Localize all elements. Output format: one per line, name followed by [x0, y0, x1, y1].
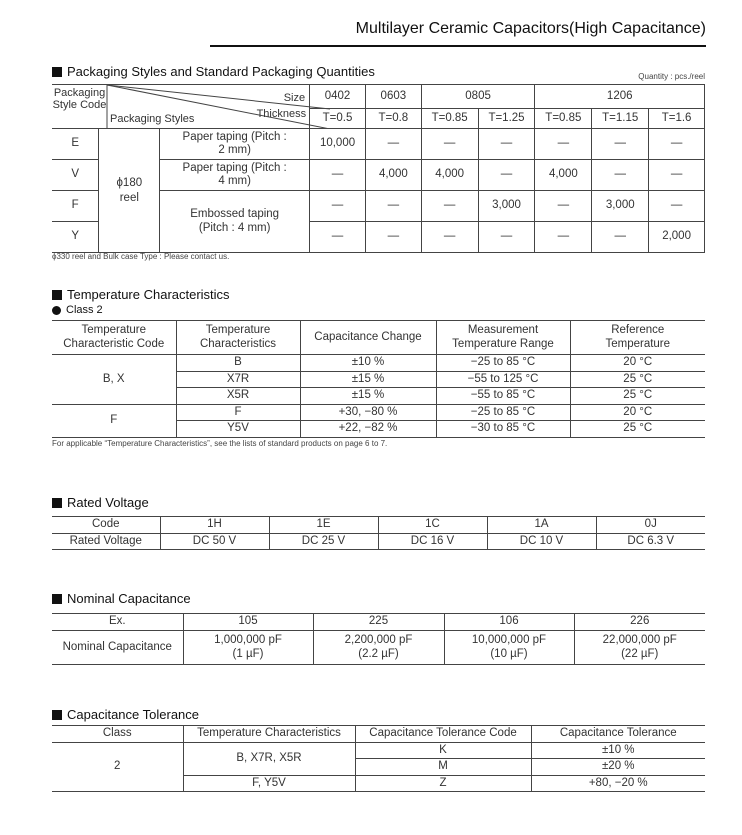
column-header [570, 321, 705, 355]
size-label: Size [283, 92, 306, 104]
reel-text: ϕ180 reel [116, 177, 143, 204]
table-cell: X7R [176, 371, 300, 388]
cap-pf: 10,000,000 pF [471, 634, 547, 647]
table-cell: M [355, 759, 531, 776]
table-cell: +30, −80 % [300, 404, 436, 421]
column-header [52, 321, 176, 355]
table-row [52, 355, 705, 372]
table-cell [574, 631, 705, 665]
packaging-style-text: Embossed taping (Pitch : 4 mm) [190, 208, 280, 234]
table-cell: −55 to 85 °C [436, 388, 570, 405]
table-cell: Y5V [176, 421, 300, 438]
qty-cell: — [421, 191, 478, 222]
qty-cell: — [421, 129, 478, 160]
nominal-section-title [52, 591, 191, 606]
qty-cell: — [365, 129, 421, 160]
table-cell: 1A [487, 517, 596, 534]
table-cell: Ex. [52, 614, 183, 631]
qty-cell: — [649, 129, 705, 160]
style-code-label: Packaging Style Code [52, 87, 107, 112]
table-row [52, 517, 705, 534]
table-cell: 1E [269, 517, 378, 534]
thickness-header: T=0.85 [421, 109, 478, 129]
cap-pf: 2,200,000 pF [344, 634, 413, 647]
qty-cell: 4,000 [421, 160, 478, 191]
square-bullet-icon [52, 498, 62, 508]
tc-code-cell: F [52, 404, 176, 437]
thickness-header: T=1.15 [592, 109, 649, 129]
qty-cell: — [310, 191, 366, 222]
cap-uf: (10 µF) [490, 647, 528, 660]
thickness-header: T=1.25 [478, 109, 535, 129]
table-cell: −25 to 85 °C [436, 355, 570, 372]
temperature-note: For applicable “Temperature Characteristics”, see the lists of standard products on page 6 to 7. [52, 439, 388, 448]
table-cell: X5R [176, 388, 300, 405]
round-bullet-icon [52, 306, 61, 315]
column-header: Class [52, 726, 183, 743]
thickness-header: T=0.5 [310, 109, 366, 129]
header-rule [210, 45, 706, 47]
table-cell: 226 [574, 614, 705, 631]
table-cell [313, 631, 444, 665]
qty-cell: 3,000 [478, 191, 535, 222]
packaging-style-cell [160, 160, 310, 191]
column-header [176, 321, 300, 355]
column-header-text: Reference Temperature [605, 324, 671, 350]
table-cell: +80, −20 % [531, 775, 705, 792]
table-row [52, 533, 705, 550]
cap-uf: (22 µF) [621, 647, 659, 660]
column-header: Temperature Characteristics [183, 726, 355, 743]
table-cell: 25 °C [570, 371, 705, 388]
qty-cell: — [310, 160, 366, 191]
nominal-capacitance-table [52, 613, 705, 665]
size-header: 1206 [535, 85, 705, 109]
qty-cell: — [649, 160, 705, 191]
table-cell: Code [52, 517, 160, 534]
table-cell: 1C [378, 517, 487, 534]
table-cell: 0J [596, 517, 705, 534]
qty-cell: — [592, 222, 649, 253]
table-row [52, 614, 705, 631]
rated-voltage-section-title [52, 495, 149, 510]
qty-cell: 10,000 [310, 129, 366, 160]
thickness-header: T=1.6 [649, 109, 705, 129]
table-cell: ±20 % [531, 759, 705, 776]
table-row [52, 742, 705, 759]
packaging-style-cell [160, 191, 310, 253]
temperature-title-text: Temperature Characteristics [67, 287, 230, 302]
size-header: 0603 [365, 85, 421, 109]
qty-cell: — [535, 129, 592, 160]
table-cell: −30 to 85 °C [436, 421, 570, 438]
table-cell: −55 to 125 °C [436, 371, 570, 388]
tolerance-section-title [52, 707, 199, 722]
rated-voltage-title-text: Rated Voltage [67, 495, 149, 510]
table-cell: B [176, 355, 300, 372]
thickness-header: T=0.85 [535, 109, 592, 129]
table-cell: DC 25 V [269, 533, 378, 550]
qty-cell: — [421, 222, 478, 253]
square-bullet-icon [52, 67, 62, 77]
table-cell: 25 °C [570, 421, 705, 438]
table-cell: ±10 % [531, 742, 705, 759]
packaging-styles-label: Packaging Styles [110, 113, 195, 125]
column-header-text: Temperature Characteristic Code [63, 324, 165, 350]
quantity-unit: Quantity : pcs./reel [638, 72, 705, 81]
table-row [52, 129, 705, 160]
column-header: Capacitance Tolerance [531, 726, 705, 743]
qty-cell: — [365, 191, 421, 222]
cap-uf: (1 µF) [232, 647, 264, 660]
square-bullet-icon [52, 290, 62, 300]
table-cell: 20 °C [570, 404, 705, 421]
packaging-style-text: Paper taping (Pitch : 2 mm) [182, 130, 287, 156]
qty-cell: — [365, 222, 421, 253]
table-cell: DC 10 V [487, 533, 596, 550]
table-cell: Rated Voltage [52, 533, 160, 550]
table-cell: −25 to 85 °C [436, 404, 570, 421]
table-row [52, 726, 705, 743]
tc-code-cell: B, X [52, 355, 176, 405]
class-subtitle [52, 304, 103, 316]
packaging-style-cell [160, 129, 310, 160]
column-header: Capacitance Tolerance Code [355, 726, 531, 743]
table-row [52, 631, 705, 665]
column-header: Capacitance Change [300, 321, 436, 355]
style-code-cell: V [52, 160, 99, 191]
table-cell: DC 50 V [160, 533, 269, 550]
size-header: 0402 [310, 85, 366, 109]
tolerance-table [52, 725, 705, 792]
packaging-title-text: Packaging Styles and Standard Packaging Quantities [67, 64, 375, 79]
table-cell: ±15 % [300, 388, 436, 405]
qty-cell: 4,000 [535, 160, 592, 191]
square-bullet-icon [52, 710, 62, 720]
table-cell: 25 °C [570, 388, 705, 405]
table-cell [183, 631, 313, 665]
qty-cell: — [310, 222, 366, 253]
class-label-text: Class 2 [66, 304, 103, 316]
thickness-label: Thickness [256, 108, 307, 120]
table-cell: K [355, 742, 531, 759]
qty-cell: — [478, 222, 535, 253]
table-cell: DC 16 V [378, 533, 487, 550]
column-header [436, 321, 570, 355]
qty-cell: — [649, 191, 705, 222]
qty-cell: — [478, 160, 535, 191]
nominal-title-text: Nominal Capacitance [67, 591, 191, 606]
size-header: 0805 [421, 85, 535, 109]
table-cell: 1H [160, 517, 269, 534]
table-cell: Nominal Capacitance [52, 631, 183, 665]
table-cell: 106 [444, 614, 574, 631]
qty-cell: 2,000 [649, 222, 705, 253]
rated-voltage-table [52, 516, 705, 550]
table-cell: DC 6.3 V [596, 533, 705, 550]
cap-pf: 22,000,000 pF [602, 634, 677, 647]
packaging-note: ϕ330 reel and Bulk case Type : Please contact us. [52, 252, 230, 261]
packaging-table [52, 84, 705, 253]
class-cell: 2 [52, 742, 183, 792]
column-header-text: Measurement Temperature Range [452, 324, 554, 350]
cap-pf: 1,000,000 pF [214, 634, 282, 647]
qty-cell: — [535, 222, 592, 253]
column-header-text: Temperature Characteristics [199, 324, 277, 350]
table-cell: 225 [313, 614, 444, 631]
packaging-section-title [52, 64, 375, 79]
qty-cell: — [592, 160, 649, 191]
style-code-cell: Y [52, 222, 99, 253]
style-code-cell: E [52, 129, 99, 160]
style-code-cell: F [52, 191, 99, 222]
table-row [52, 404, 705, 421]
temperature-table [52, 320, 705, 438]
tc-cell: B, X7R, X5R [183, 742, 355, 775]
cap-uf: (2.2 µF) [358, 647, 399, 660]
qty-cell: 3,000 [592, 191, 649, 222]
qty-cell: — [592, 129, 649, 160]
square-bullet-icon [52, 594, 62, 604]
reel-cell [99, 129, 160, 253]
table-cell: 20 °C [570, 355, 705, 372]
packaging-corner-cell [52, 85, 310, 129]
table-cell: F [176, 404, 300, 421]
temperature-section-title [52, 287, 230, 302]
table-cell: ±10 % [300, 355, 436, 372]
packaging-style-text: Paper taping (Pitch : 4 mm) [182, 161, 287, 187]
qty-cell: — [478, 129, 535, 160]
page-header-title: Multilayer Ceramic Capacitors(High Capacitance) [355, 20, 706, 37]
table-cell: +22, −82 % [300, 421, 436, 438]
table-cell: 105 [183, 614, 313, 631]
table-cell: ±15 % [300, 371, 436, 388]
thickness-header: T=0.8 [365, 109, 421, 129]
table-cell: Z [355, 775, 531, 792]
tolerance-title-text: Capacitance Tolerance [67, 707, 200, 722]
qty-cell: — [535, 191, 592, 222]
qty-cell: 4,000 [365, 160, 421, 191]
tc-cell: F, Y5V [183, 775, 355, 792]
table-cell [444, 631, 574, 665]
